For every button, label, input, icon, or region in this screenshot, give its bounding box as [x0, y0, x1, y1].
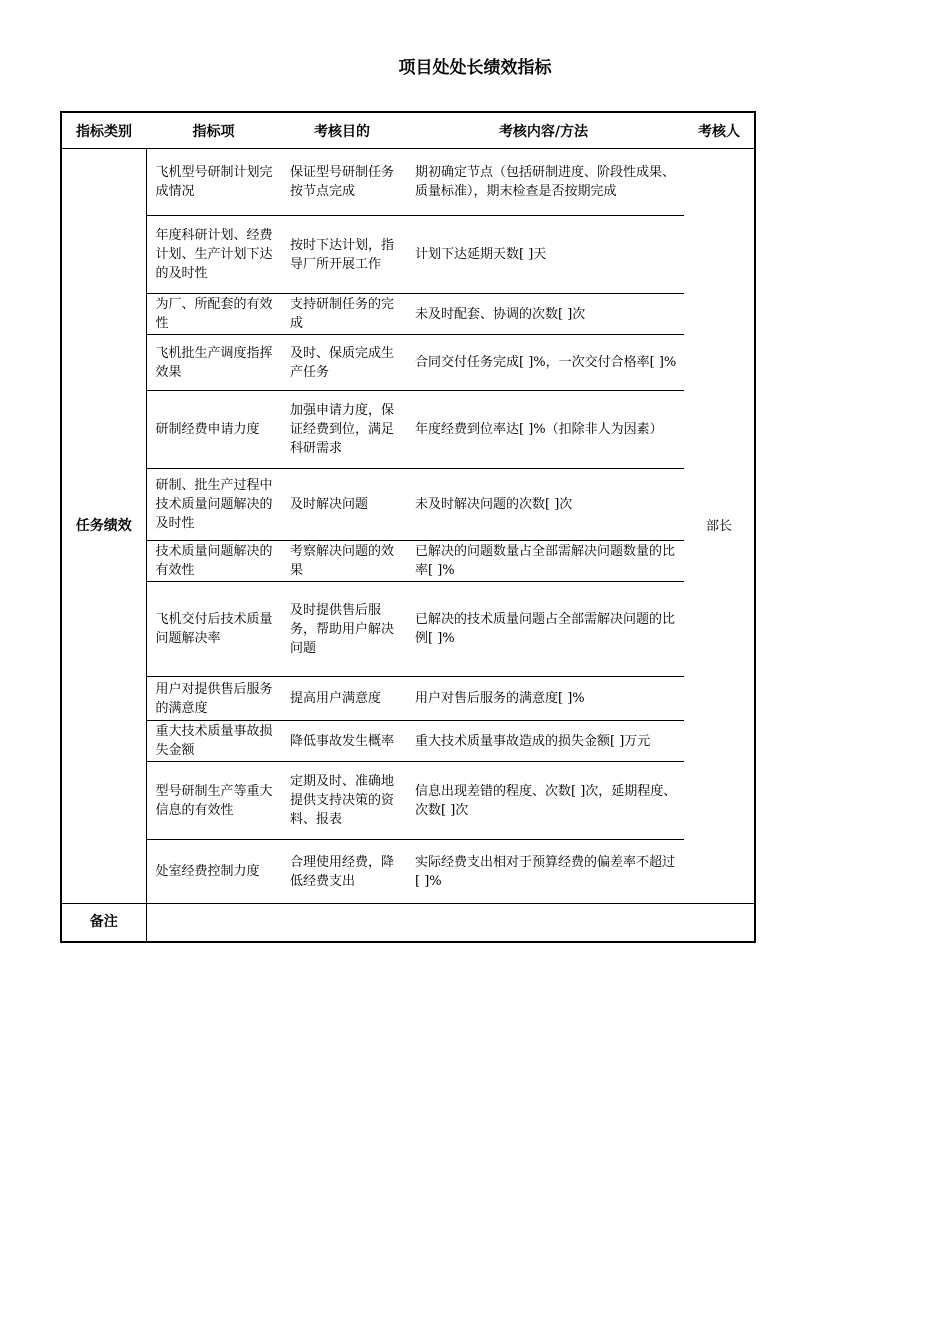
- row-item: 飞机批生产调度指挥效果: [146, 335, 281, 391]
- row-method: 未及时解决问题的次数[ ]次: [403, 469, 684, 541]
- row-method: 重大技术质量事故造成的损失金额[ ]万元: [403, 721, 684, 762]
- row-purpose: 及时、保质完成生产任务: [281, 335, 403, 391]
- table-row: [61, 840, 755, 904]
- table-row: [61, 677, 755, 721]
- header-category: 指标类别: [61, 112, 146, 149]
- row-purpose: 定期及时、准确地提供支持决策的资料、报表: [281, 762, 403, 840]
- row-item: 飞机型号研制计划完成情况: [146, 149, 281, 216]
- row-method: 已解决的问题数量占全部需解决问题数量的比率[ ]%: [403, 541, 684, 582]
- row-method: 年度经费到位率达[ ]%（扣除非人为因素）: [403, 391, 684, 469]
- row-method: 已解决的技术质量问题占全部需解决问题的比例[ ]%: [403, 582, 684, 677]
- row-purpose: 支持研制任务的完成: [281, 294, 403, 335]
- row-item: 研制、批生产过程中技术质量问题解决的及时性: [146, 469, 281, 541]
- row-purpose: 降低事故发生概率: [281, 721, 403, 762]
- row-purpose: 按时下达计划，指导厂所开展工作: [281, 216, 403, 294]
- kpi-table: [60, 111, 756, 943]
- row-purpose: 提高用户满意度: [281, 677, 403, 721]
- row-item: 型号研制生产等重大信息的有效性: [146, 762, 281, 840]
- row-item: 研制经费申请力度: [146, 391, 281, 469]
- table-row: [61, 216, 755, 294]
- page-title: 项目处处长绩效指标: [398, 58, 552, 78]
- row-purpose: 及时解决问题: [281, 469, 403, 541]
- row-item: 用户对提供售后服务的满意度: [146, 677, 281, 721]
- table-row: [61, 541, 755, 582]
- table-row: [61, 762, 755, 840]
- remark-content: [146, 904, 755, 943]
- row-item: 为厂、所配套的有效性: [146, 294, 281, 335]
- header-row: [61, 112, 755, 149]
- category-cell: 任务绩效: [61, 149, 146, 904]
- row-item: 技术质量问题解决的有效性: [146, 541, 281, 582]
- row-purpose: 加强申请力度，保证经费到位，满足科研需求: [281, 391, 403, 469]
- row-method: 用户对售后服务的满意度[ ]%: [403, 677, 684, 721]
- table-row: [61, 149, 755, 216]
- remark-row: [61, 904, 755, 943]
- row-purpose: 合理使用经费，降低经费支出: [290, 854, 395, 889]
- row-method: 实际经费支出相对于预算经费的偏差率不超过[ ]%: [415, 854, 676, 889]
- row-item: 飞机交付后技术质量问题解决率: [146, 582, 281, 677]
- header-reviewer: 考核人: [684, 112, 755, 149]
- row-purpose: 及时提供售后服务，帮助用户解决问题: [281, 582, 403, 677]
- table-row: [61, 469, 755, 541]
- row-method: 计划下达延期天数[ ]天: [403, 216, 684, 294]
- row-method: 未及时配套、协调的次数[ ]次: [403, 294, 684, 335]
- row-item: 年度科研计划、经费计划、生产计划下达的及时性: [146, 216, 281, 294]
- row-method: 信息出现差错的程度、次数[ ]次，延期程度、次数[ ]次: [403, 762, 684, 840]
- table-row: [61, 335, 755, 391]
- table-row: [61, 391, 755, 469]
- row-method: 期初确定节点（包括研制进度、阶段性成果、质量标准），期末检查是否按期完成: [403, 149, 684, 216]
- row-method: 合同交付任务完成[ ]%，一次交付合格率[ ]%: [403, 335, 684, 391]
- header-purpose: 考核目的: [281, 112, 403, 149]
- row-purpose: 保证型号研制任务按节点完成: [281, 149, 403, 216]
- table-row: [61, 582, 755, 677]
- header-method: 考核内容/方法: [403, 112, 684, 149]
- table-row: [61, 721, 755, 762]
- header-item: 指标项: [146, 112, 281, 149]
- row-item: 处室经费控制力度: [155, 864, 260, 879]
- table-row: [61, 294, 755, 335]
- reviewer-cell: 部长: [705, 518, 732, 534]
- row-purpose: 考察解决问题的效果: [281, 541, 403, 582]
- remark-label: 备注: [61, 904, 146, 943]
- row-item: 重大技术质量事故损失金额: [146, 721, 281, 762]
